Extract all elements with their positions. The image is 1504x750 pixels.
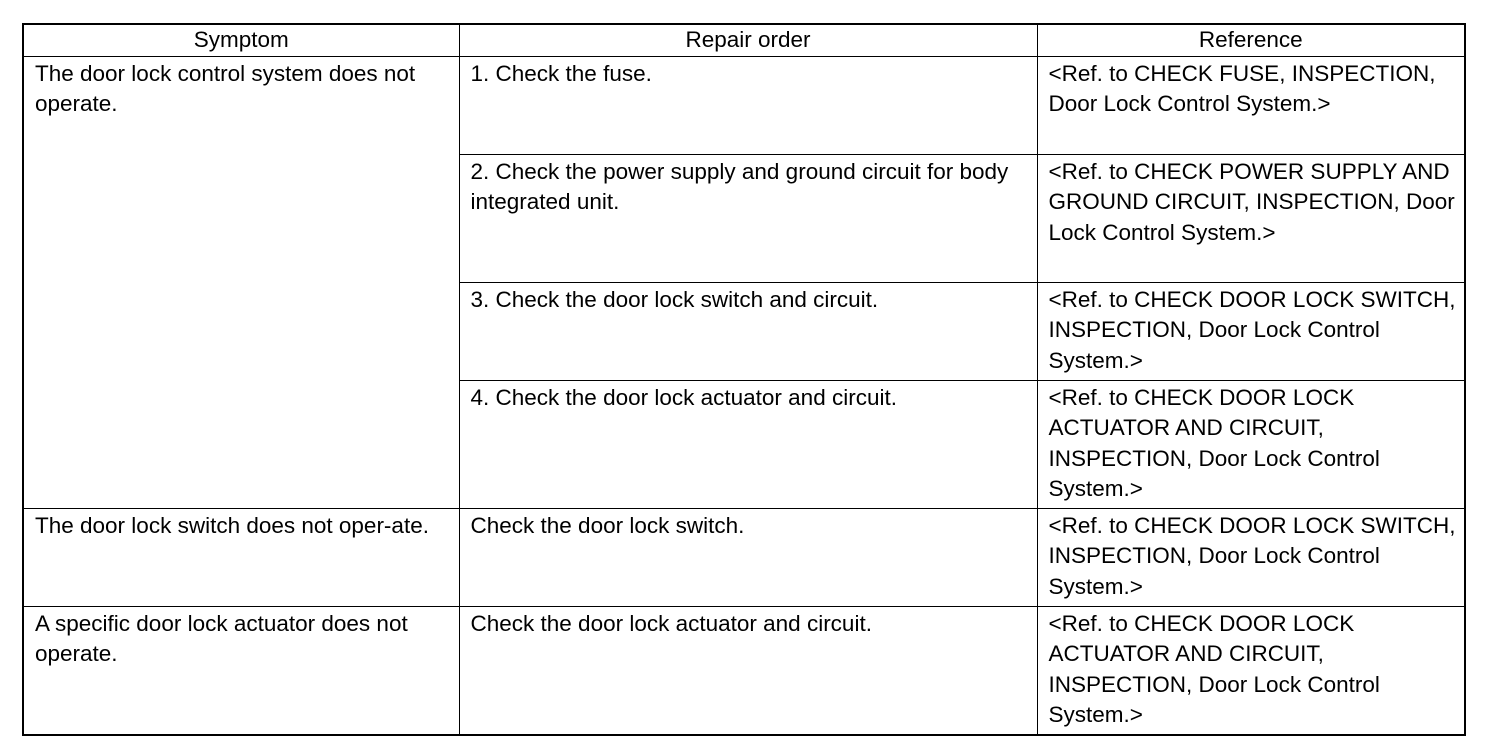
table-row	[23, 606, 1465, 735]
repair-order-cell: Check the door lock switch.	[459, 508, 1037, 606]
reference-cell: <Ref. to CHECK FUSE, INSPECTION, Door Lock Control System.>	[1037, 56, 1465, 154]
repair-order-cell: 1. Check the fuse.	[459, 56, 1037, 154]
diagnostic-table	[22, 23, 1466, 736]
table-row	[23, 56, 1465, 154]
reference-cell: <Ref. to CHECK DOOR LOCK SWITCH, INSPECTION, Door Lock Control System.>	[1037, 282, 1465, 380]
reference-cell: <Ref. to CHECK POWER SUPPLY AND GROUND CIRCUIT, INSPECTION, Door Lock Control System.>	[1037, 154, 1465, 282]
repair-order-cell: 2. Check the power supply and ground circuit for body integrated unit.	[459, 154, 1037, 282]
reference-cell: <Ref. to CHECK DOOR LOCK ACTUATOR AND CIRCUIT, INSPECTION, Door Lock Control System.>	[1037, 606, 1465, 735]
column-header-repair-order: Repair order	[459, 24, 1037, 56]
column-header-symptom: Symptom	[23, 24, 459, 56]
repair-order-cell: 3. Check the door lock switch and circuit.	[459, 282, 1037, 380]
table-row	[23, 508, 1465, 606]
table-header-row	[23, 24, 1465, 56]
reference-cell: <Ref. to CHECK DOOR LOCK ACTUATOR AND CIRCUIT, INSPECTION, Door Lock Control System.>	[1037, 380, 1465, 508]
repair-order-cell: 4. Check the door lock actuator and circuit.	[459, 380, 1037, 508]
reference-cell: <Ref. to CHECK DOOR LOCK SWITCH, INSPECTION, Door Lock Control System.>	[1037, 508, 1465, 606]
symptom-cell: A specific door lock actuator does not operate.	[23, 606, 459, 735]
symptom-cell: The door lock switch does not oper-ate.	[23, 508, 459, 606]
column-header-reference: Reference	[1037, 24, 1465, 56]
repair-order-cell: Check the door lock actuator and circuit.	[459, 606, 1037, 735]
symptom-cell: The door lock control system does not operate.	[23, 56, 459, 508]
